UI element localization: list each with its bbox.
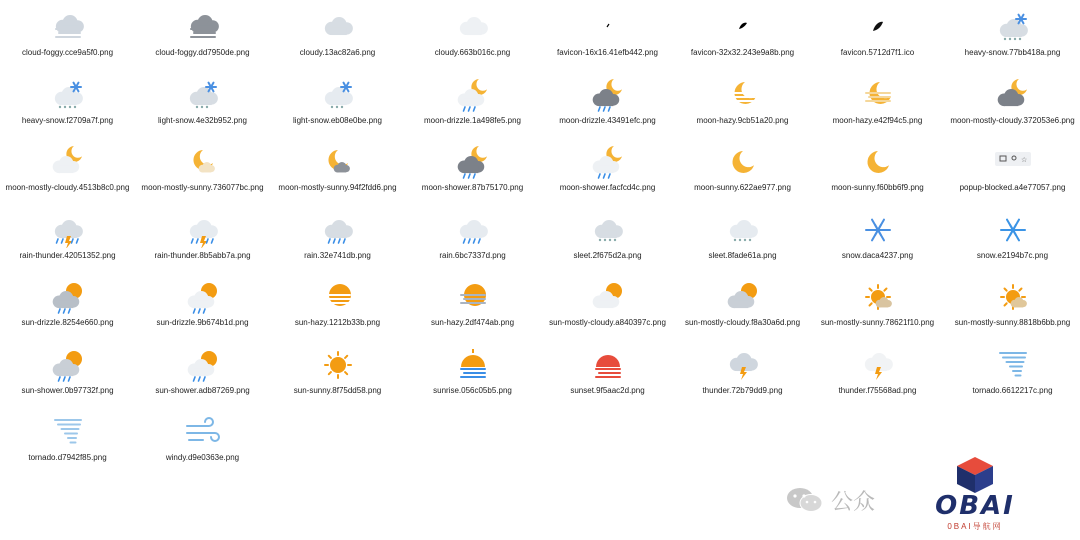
favicon-small-icon (588, 9, 628, 45)
moon-drizzle-icon (588, 77, 628, 113)
file-item[interactable] (405, 342, 540, 410)
file-name: moon-mostly-cloudy.4513b8c0.png (5, 183, 130, 192)
moon-sunny-icon (723, 144, 763, 180)
rain-icon (318, 212, 358, 248)
file-item[interactable] (270, 342, 405, 410)
logo-wordmark: OBAI (935, 491, 1015, 521)
sunset-icon (588, 347, 628, 383)
file-item[interactable] (945, 72, 1080, 140)
snow-light-icon (993, 212, 1033, 248)
file-name: moon-hazy.9cb51a20.png (696, 115, 789, 125)
file-item[interactable] (675, 72, 810, 140)
moon-mostly-sunny-icon (318, 144, 358, 180)
file-item[interactable] (0, 207, 135, 275)
cloudy-icon (318, 9, 358, 45)
moon-mostly-cloudy-icon (993, 77, 1033, 113)
svg-text:☆: ☆ (1020, 157, 1027, 164)
sun-hazy-light-icon (453, 279, 493, 315)
file-item[interactable] (810, 4, 945, 72)
file-item[interactable] (945, 139, 1080, 207)
file-item[interactable] (675, 342, 810, 410)
sun-mostly-cloudy-light-icon (588, 279, 628, 315)
light-snow-icon (183, 77, 223, 113)
file-item[interactable] (540, 72, 675, 140)
file-name: moon-mostly-sunny.94f2fdd6.png (278, 183, 397, 192)
file-item[interactable] (405, 207, 540, 275)
rain-light-icon (453, 212, 493, 248)
file-item[interactable] (270, 4, 405, 72)
file-name: snow.e2194b7c.png (976, 250, 1049, 260)
file-item[interactable] (540, 342, 675, 410)
file-item[interactable] (810, 342, 945, 410)
file-item[interactable] (540, 139, 675, 207)
file-item[interactable] (135, 409, 270, 477)
file-item[interactable] (405, 139, 540, 207)
logo-cube-icon (953, 455, 997, 495)
file-item[interactable] (405, 72, 540, 140)
file-name: sunrise.056c05b5.png (433, 385, 512, 395)
sleet-light-icon (723, 212, 763, 248)
file-item[interactable] (405, 4, 540, 72)
file-item[interactable] (135, 207, 270, 275)
file-name: snow.daca4237.png (841, 250, 914, 260)
file-name: cloudy.663b016c.png (434, 48, 511, 57)
file-item[interactable] (135, 72, 270, 140)
file-name: sleet.8fade61a.png (708, 250, 777, 260)
sun-shower-light-icon (183, 347, 223, 383)
file-name: moon-mostly-cloudy.372053e6.png (950, 115, 1075, 125)
file-name: favicon.5712d7f1.ico (840, 48, 915, 57)
file-name: moon-sunny.622ae977.png (694, 183, 791, 192)
file-item[interactable] (810, 207, 945, 275)
file-name: rain.6bc7337d.png (439, 250, 506, 260)
file-name: moon-shower.87b75170.png (421, 183, 524, 192)
file-name: light-snow.4e32b952.png (158, 115, 247, 125)
thunder-icon (723, 347, 763, 383)
file-item[interactable] (810, 139, 945, 207)
moon-hazy-light-icon (858, 77, 898, 113)
watermark (785, 480, 875, 520)
snow-icon (858, 212, 898, 248)
file-name: moon-sunny.f60bb6f9.png (831, 183, 924, 192)
tornado-light-icon (48, 414, 88, 450)
file-item[interactable] (810, 274, 945, 342)
file-name: sun-shower.0b97732f.png (21, 385, 114, 395)
file-item[interactable] (675, 4, 810, 72)
file-name: sun-mostly-sunny.78621f10.png (820, 318, 935, 327)
file-name: favicon-32x32.243e9a8b.png (690, 48, 795, 57)
site-logo (925, 455, 1025, 535)
file-name: sunset.9f5aac2d.png (570, 385, 645, 395)
moon-shower-light-icon (588, 144, 628, 180)
sun-shower-icon (48, 347, 88, 383)
file-name: sun-hazy.1212b33b.png (294, 318, 381, 327)
rain-thunder-light-icon (183, 212, 223, 248)
sun-mostly-sunny-light-icon (993, 279, 1033, 315)
moon-sunny-light-icon (858, 144, 898, 180)
file-name: sleet.2f675d2a.png (573, 250, 642, 260)
file-name: sun-mostly-cloudy.a840397c.png (549, 318, 666, 327)
watermark-text: 公众 (831, 489, 876, 515)
file-name: moon-mostly-sunny.736077bc.png (141, 183, 264, 192)
cloudy-light-icon (453, 9, 493, 45)
file-name: moon-drizzle.43491efc.png (559, 115, 656, 125)
file-name: cloudy.13ac82a6.png (299, 48, 376, 57)
file-item[interactable] (270, 72, 405, 140)
file-item[interactable] (945, 274, 1080, 342)
file-item[interactable] (675, 139, 810, 207)
file-name: moon-drizzle.1a498fe5.png (424, 115, 521, 125)
sun-drizzle-light-icon (183, 279, 223, 315)
file-name: tornado.d7942f85.png (28, 453, 107, 462)
file-name: thunder.72b79dd9.png (702, 385, 783, 395)
favicon-medium-icon (723, 9, 763, 45)
file-name: sun-sunny.8f75dd58.png (293, 385, 382, 395)
moon-hazy-icon (723, 77, 763, 113)
cloud-foggy-dark-icon (183, 9, 223, 45)
file-item[interactable] (135, 274, 270, 342)
file-item[interactable] (0, 274, 135, 342)
file-name: popup-blocked.a4e77057.png (959, 183, 1066, 192)
file-name: tornado.6612217c.png (972, 385, 1053, 395)
file-name: rain-thunder.8b5abb7a.png (154, 250, 251, 260)
file-item[interactable] (0, 409, 135, 477)
file-name: favicon-16x16.41efb442.png (557, 48, 658, 57)
file-name: sun-hazy.2df474ab.png (430, 318, 515, 327)
file-item[interactable] (405, 274, 540, 342)
file-item[interactable] (945, 207, 1080, 275)
file-item[interactable] (0, 139, 135, 207)
file-name: rain.32e741db.png (304, 250, 371, 260)
file-name: moon-hazy.e42f94c5.png (832, 115, 923, 125)
file-item[interactable] (540, 4, 675, 72)
file-name: heavy-snow.77bb418a.png (964, 48, 1061, 57)
sun-sunny-icon (318, 347, 358, 383)
file-item[interactable] (135, 139, 270, 207)
popup-blocked-icon (993, 144, 1033, 180)
file-item[interactable] (675, 274, 810, 342)
file-name: rain-thunder.42051352.png (19, 250, 116, 260)
file-item[interactable] (0, 4, 135, 72)
sunrise-icon (453, 347, 493, 383)
file-item[interactable] (270, 274, 405, 342)
favicon-icon (858, 9, 898, 45)
file-item[interactable] (675, 207, 810, 275)
sun-drizzle-icon (48, 279, 88, 315)
tornado-icon (993, 347, 1033, 383)
file-name: light-snow.eb08e0be.png (293, 115, 382, 125)
file-name: thunder.f75568ad.png (838, 385, 917, 395)
file-item[interactable] (270, 207, 405, 275)
cloud-foggy-icon (48, 9, 88, 45)
moon-mostly-sunny-light-icon (183, 144, 223, 180)
sleet-icon (588, 212, 628, 248)
file-item[interactable] (0, 342, 135, 410)
rain-thunder-icon (48, 212, 88, 248)
file-name: sun-mostly-sunny.8818b6bb.png (954, 318, 1071, 327)
file-item[interactable] (135, 4, 270, 72)
moon-drizzle-light-icon (453, 77, 493, 113)
windy-icon (183, 414, 223, 450)
sun-mostly-sunny-icon (858, 279, 898, 315)
file-name: sun-mostly-cloudy.f8a30a6d.png (684, 318, 801, 327)
file-name: sun-drizzle.8254e660.png (21, 318, 114, 327)
thunder-light-icon (858, 347, 898, 383)
file-name: heavy-snow.f2709a7f.png (21, 115, 114, 125)
file-name: cloud-foggy.cce9a5f0.png (21, 48, 114, 57)
file-name: sun-shower.adb87269.png (155, 385, 250, 395)
moon-mostly-cloudy-light-icon (48, 144, 88, 180)
moon-shower-icon (453, 144, 493, 180)
file-item[interactable] (945, 4, 1080, 72)
file-name: moon-shower.facfcd4c.png (559, 183, 656, 192)
sun-mostly-cloudy-icon (723, 279, 763, 315)
heavy-snow-light-icon (48, 77, 88, 113)
wechat-icon (785, 485, 825, 515)
file-item[interactable] (945, 342, 1080, 410)
heavy-snow-icon (993, 9, 1033, 45)
file-name: cloud-foggy.dd7950de.png (155, 48, 250, 57)
file-name: sun-drizzle.9b674b1d.png (156, 318, 249, 327)
logo-subtitle: 0BAI导航网 (947, 522, 1003, 531)
file-item[interactable] (540, 207, 675, 275)
file-item[interactable] (270, 139, 405, 207)
file-item[interactable] (135, 342, 270, 410)
sun-hazy-icon (318, 279, 358, 315)
file-name: windy.d9e0363e.png (165, 453, 240, 462)
file-item[interactable] (810, 72, 945, 140)
light-snow-light-icon (318, 77, 358, 113)
file-item[interactable] (540, 274, 675, 342)
file-item[interactable] (0, 72, 135, 140)
